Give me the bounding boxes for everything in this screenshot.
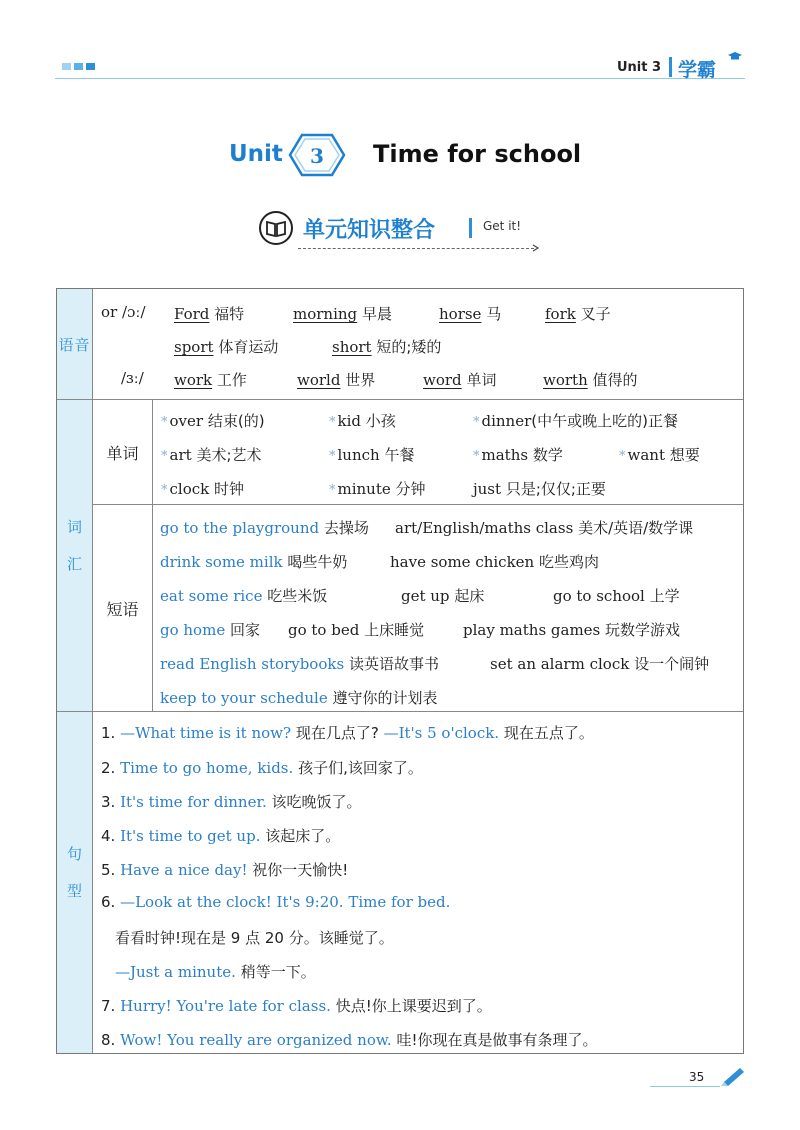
sentence-item: 1. —What time is it now? 现在几点了? —It's 5 o'clock. 现在五点了。	[101, 724, 594, 742]
phonics-label: 语音	[57, 289, 93, 399]
phonics-word: fork 叉子	[545, 305, 611, 323]
header-divider	[669, 57, 672, 77]
phonics-word: worth 值得的	[543, 371, 638, 389]
phrase-item: art/English/maths class 美术/英语/数学课	[395, 519, 694, 537]
phrase-item: go to school 上学	[553, 587, 680, 605]
header-decoration	[62, 63, 95, 70]
vocab-label: 词汇	[57, 400, 93, 711]
phrase-item: go to bed 上床睡觉	[288, 621, 425, 639]
phrase-item: set an alarm clock 设一个闹钟	[490, 655, 710, 673]
sentence-item: 5. Have a nice day! 祝你一天愉快!	[101, 861, 349, 879]
sentence-item: 7. Hurry! You're late for class. 快点!你上课要迟到了。	[101, 997, 492, 1015]
sentence-item: 6. —Look at the clock! It's 9:20. Time for bed.	[101, 893, 451, 911]
words-subsection	[93, 400, 743, 505]
sentences-label: 句型	[57, 712, 93, 1053]
phrase-item: drink some milk 喝些牛奶	[160, 553, 348, 571]
dashed-underline	[298, 248, 534, 249]
pencil-icon	[718, 1064, 748, 1086]
phonics-word: Ford 福特	[174, 305, 245, 323]
knowledge-table	[56, 288, 744, 1054]
hexagon-badge-icon	[288, 133, 346, 177]
words-list	[153, 400, 743, 504]
phonics-word: work 工作	[174, 371, 247, 389]
page-number: 35	[689, 1070, 705, 1084]
page-title: Time for school	[373, 140, 582, 168]
phonics-sound-er: /ɜː/	[121, 369, 144, 387]
phrase-item: go home 回家	[160, 621, 260, 639]
phonics-word: sport 体育运动	[174, 338, 279, 356]
sentence-item: 8. Wow! You really are organized now. 哇!你现在真是做事有条理了。	[101, 1031, 598, 1049]
word-item: * clock 时钟	[161, 480, 245, 498]
sentence-reply: —Just a minute. 稍等一下。	[115, 963, 316, 981]
phrase-item: eat some rice 吃些米饭	[160, 587, 328, 605]
phrase-item: have some chicken 吃些鸡肉	[390, 553, 600, 571]
brand-logo: 学霸	[678, 59, 717, 81]
section-heading-zh: 单元知识整合	[303, 218, 436, 243]
phrase-item: play maths games 玩数学游戏	[463, 621, 681, 639]
word-item: * lunch 午餐	[329, 446, 415, 464]
title-unit-number: 3	[310, 144, 324, 168]
section-heading-divider	[469, 218, 472, 238]
phonics-word: word 单词	[423, 371, 497, 389]
arrow-right-icon	[532, 244, 540, 252]
title-unit-word: Unit	[229, 141, 283, 167]
phonics-word: morning 早晨	[293, 305, 392, 323]
section-heading	[0, 210, 800, 250]
open-book-icon	[258, 210, 294, 246]
word-item: * maths 数学	[473, 446, 563, 464]
phrase-item: read English storybooks 读英语故事书	[160, 655, 439, 673]
phonics-word: short 短的;矮的	[332, 338, 442, 356]
phonics-sound-or: or /ɔː/	[101, 303, 146, 321]
phrase-item: keep to your schedule 遵守你的计划表	[160, 689, 438, 707]
sentence-translation: 看看时钟!现在是 9 点 20 分。该睡觉了。	[115, 929, 394, 947]
graduation-cap-icon	[728, 52, 742, 62]
phrases-list	[153, 505, 743, 712]
vocab-section	[57, 400, 743, 712]
sentence-item: 3. It's time for dinner. 该吃晚饭了。	[101, 793, 362, 811]
sentences-body	[93, 712, 743, 1053]
vocab-body	[93, 400, 743, 711]
unit-title	[0, 133, 800, 179]
phrases-subsection	[93, 505, 743, 712]
section-heading-en: Get it!	[483, 219, 522, 233]
words-label: 单词	[93, 400, 153, 504]
word-item: just 只是;仅仅;正要	[473, 480, 606, 498]
phrase-item: go to the playground 去操场	[160, 519, 369, 537]
word-item: * art 美术;艺术	[161, 446, 262, 464]
word-item: * minute 分钟	[329, 480, 426, 498]
word-item: * kid 小孩	[329, 412, 396, 430]
sentence-item: 4. It's time to get up. 该起床了。	[101, 827, 341, 845]
phonics-section	[57, 289, 743, 400]
sentence-item: 2. Time to go home, kids. 孩子们,该回家了。	[101, 759, 423, 777]
phonics-body	[93, 289, 743, 399]
footer-rule	[650, 1086, 720, 1087]
word-item: * dinner(中午或晚上吃的)正餐	[473, 412, 678, 430]
header-rule	[55, 78, 745, 79]
phrases-label: 短语	[93, 505, 153, 712]
phonics-word: horse 马	[439, 305, 502, 323]
sentences-section	[57, 712, 743, 1053]
header-unit: Unit 3	[617, 60, 662, 75]
phrase-item: get up 起床	[401, 587, 485, 605]
phonics-word: world 世界	[297, 371, 376, 389]
word-item: * over 结束(的)	[161, 412, 265, 430]
word-item: * want 想要	[619, 446, 700, 464]
